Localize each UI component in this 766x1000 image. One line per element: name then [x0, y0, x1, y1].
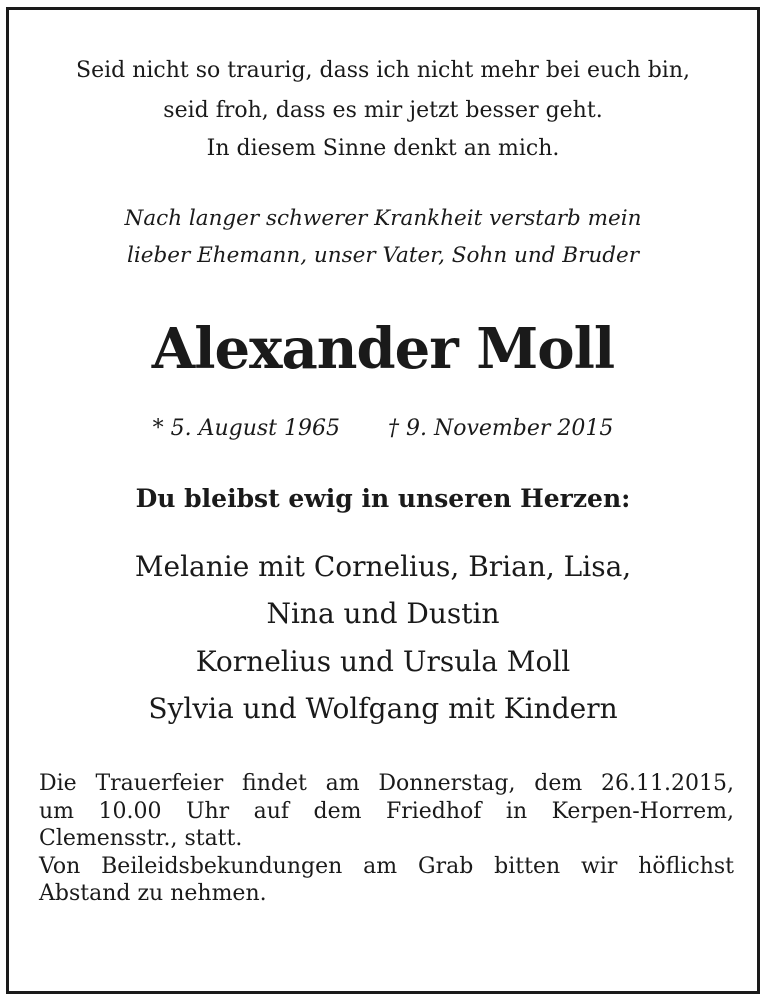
notice-line-5: Abstand zu nehmen. — [39, 881, 267, 906]
notice-line-1: Die Trauerfeier findet am Donnerstag, dem 26.11.2015, — [39, 771, 734, 796]
intro-line-2: lieber Ehemann, unser Vater, Sohn und Bruder — [127, 243, 639, 268]
deceased-name: Alexander Moll — [151, 316, 615, 382]
motto: Du bleibst ewig in unseren Herzen: — [135, 484, 631, 513]
verse-line-1: Seid nicht so traurig, dass ich nicht mehr bei euch bin, — [76, 58, 690, 83]
birth-date: * 5. August 1965 — [152, 416, 340, 441]
family-line-2: Nina und Dustin — [266, 597, 500, 630]
death-date: † 9. November 2015 — [388, 416, 614, 441]
intro-line-1: Nach langer schwerer Krankheit verstarb mein — [124, 206, 642, 231]
notice-line-3: Clemensstr., statt. — [39, 826, 243, 851]
notice-line-4: Von Beileidsbekundungen am Grab bitten wir höflichst — [39, 853, 734, 879]
life-dates — [0, 416, 766, 441]
family-line-1: Melanie mit Cornelius, Brian, Lisa, — [134, 550, 632, 583]
family-line-4: Sylvia und Wolfgang mit Kindern — [148, 692, 618, 725]
family-line-3: Kornelius und Ursula Moll — [195, 645, 571, 678]
verse-line-3: In diesem Sinne denkt an mich. — [206, 136, 560, 161]
verse-line-2: seid froh, dass es mir jetzt besser geht. — [163, 98, 603, 123]
notice-line-2: um 10.00 Uhr auf dem Friedhof in Kerpen-Horrem, — [39, 798, 734, 824]
funeral-notice — [39, 770, 734, 908]
